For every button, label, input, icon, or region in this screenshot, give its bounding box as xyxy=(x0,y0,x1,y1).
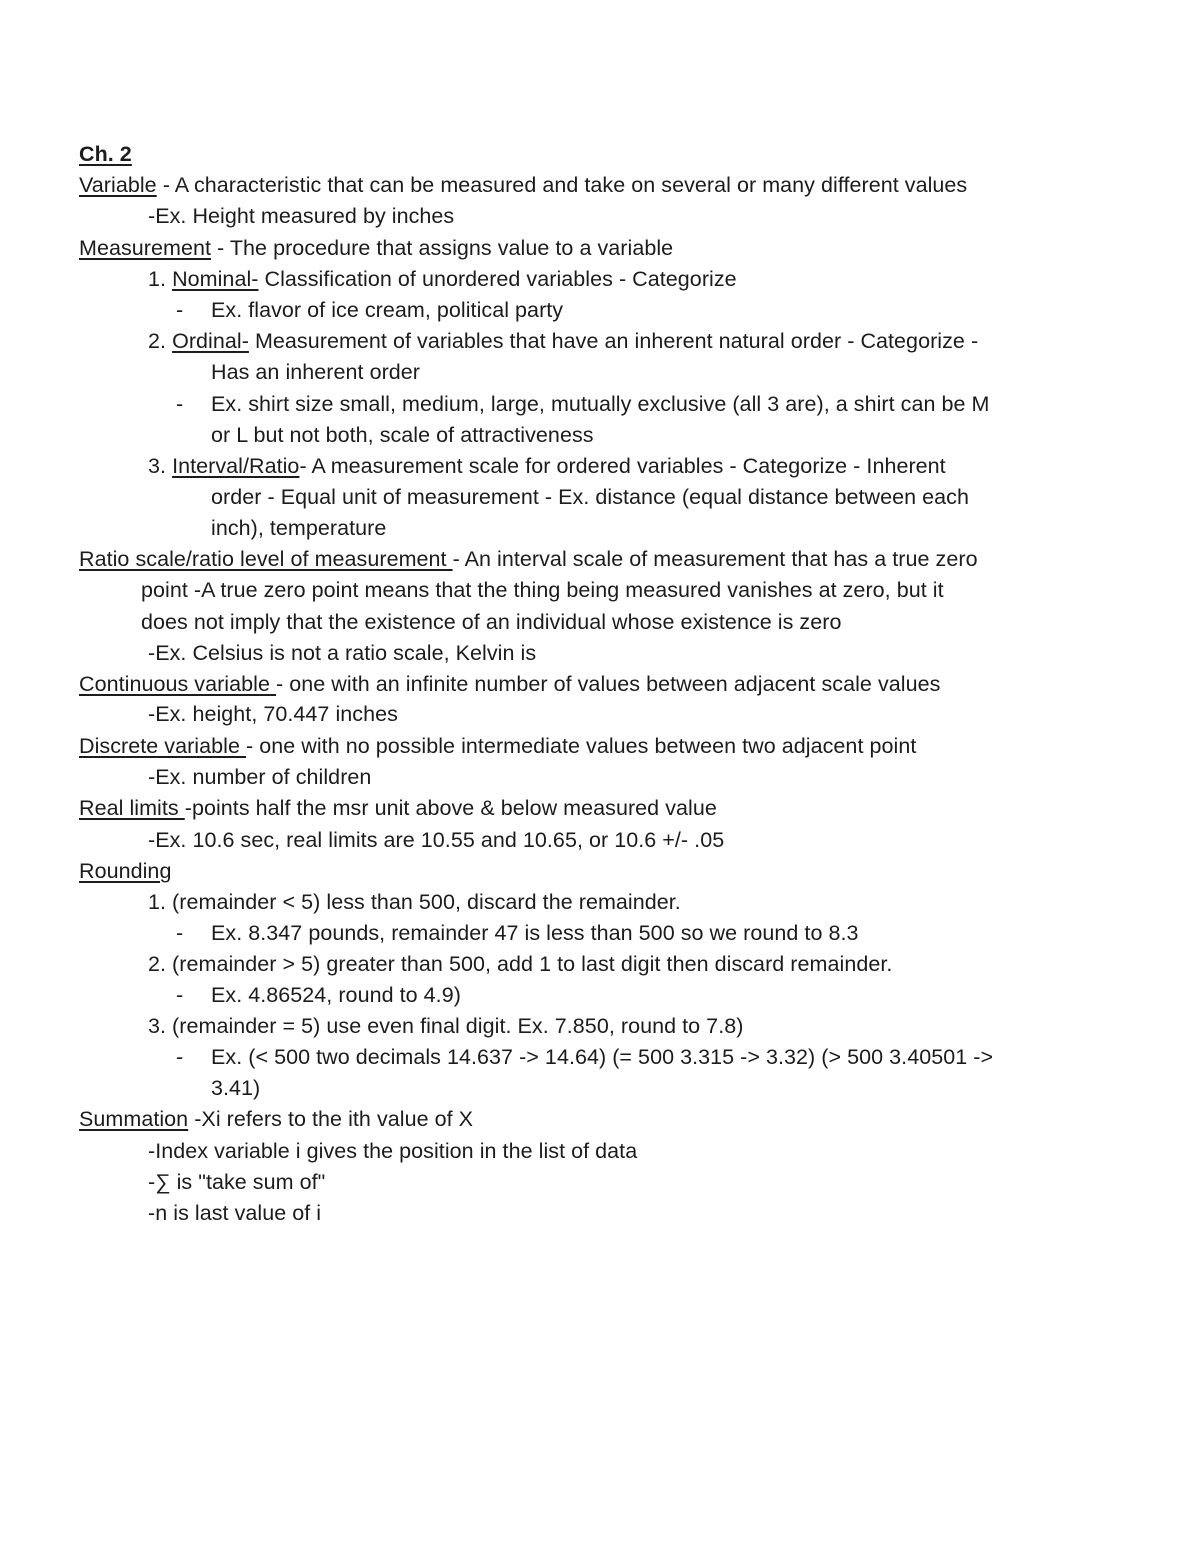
ratio-scale-term: Ratio scale/ratio level of measurement xyxy=(79,547,453,571)
interval-term: Interval/Ratio xyxy=(172,454,300,478)
interval-text: - A measurement scale for ordered variables - Categorize - Inherent xyxy=(299,454,946,478)
ordinal-item xyxy=(148,326,978,357)
nominal-bullet: - xyxy=(176,298,184,322)
nominal-example: Ex. flavor of ice cream, political party xyxy=(211,298,564,322)
rounding-rule-2-example: Ex. 4.86524, round to 4.9) xyxy=(211,983,461,1007)
real-limits-definition xyxy=(79,793,717,824)
rounding-rule-1: 1. (remainder < 5) less than 500, discard the remainder. xyxy=(148,890,681,914)
rounding-rule-2: 2. (remainder > 5) greater than 500, add 1 to last digit then discard remainder. xyxy=(148,952,893,976)
continuous-term: Continuous variable xyxy=(79,672,277,696)
ordinal-text: Measurement of variables that have an inherent natural order - Categorize - xyxy=(248,329,979,353)
continuous-text: - one with an infinite number of values between adjacent scale values xyxy=(276,672,941,696)
real-limits-example: -Ex. 10.6 sec, real limits are 10.55 and 10.65, or 10.6 +/- .05 xyxy=(148,828,725,852)
variable-text: - A characteristic that can be measured and take on several or many different values xyxy=(156,173,968,197)
interval-item xyxy=(148,451,946,482)
interval-text-continued-1: order - Equal unit of measurement - Ex. distance (equal distance between each xyxy=(211,485,969,509)
rounding-rule-1-bullet: - xyxy=(176,921,184,945)
ratio-scale-definition xyxy=(79,544,978,575)
rounding-term: Rounding xyxy=(79,859,172,883)
variable-term: Variable xyxy=(79,173,157,197)
variable-definition xyxy=(79,170,967,201)
discrete-text: - one with no possible intermediate values between two adjacent point xyxy=(246,734,917,758)
measurement-term: Measurement xyxy=(79,236,211,260)
measurement-definition xyxy=(79,233,673,264)
ratio-scale-continued-2: does not imply that the existence of an individual whose existence is zero xyxy=(141,610,842,634)
nominal-term: Nominal- xyxy=(172,267,259,291)
summation-definition xyxy=(79,1104,473,1135)
rounding-rule-3-bullet: - xyxy=(176,1045,184,1069)
summation-text: -Xi refers to the ith value of X xyxy=(188,1107,474,1131)
summation-term: Summation xyxy=(79,1107,189,1131)
ordinal-example: Ex. shirt size small, medium, large, mutually exclusive (all 3 are), a shirt can be M xyxy=(211,392,990,416)
rounding-rule-3-example: Ex. (< 500 two decimals 14.637 -> 14.64) (= 500 3.315 -> 3.32) (> 500 3.40501 -> xyxy=(211,1045,994,1069)
ordinal-term: Ordinal- xyxy=(172,329,249,353)
rounding-rule-3: 3. (remainder = 5) use even final digit. Ex. 7.850, round to 7.8) xyxy=(148,1014,744,1038)
summation-line-3: -n is last value of i xyxy=(148,1201,322,1225)
continuous-definition xyxy=(79,669,940,700)
discrete-example: -Ex. number of children xyxy=(148,765,372,789)
ordinal-text-continued: Has an inherent order xyxy=(211,360,421,384)
ordinal-number: 2. xyxy=(148,329,173,353)
interval-number: 3. xyxy=(148,454,173,478)
variable-example: -Ex. Height measured by inches xyxy=(148,204,455,228)
ratio-scale-continued-1: point -A true zero point means that the thing being measured vanishes at zero, but it xyxy=(141,578,944,602)
chapter-heading: Ch. 2 xyxy=(79,142,132,166)
summation-line-1: -Index variable i gives the position in the list of data xyxy=(148,1139,638,1163)
nominal-number: 1. xyxy=(148,267,173,291)
ordinal-example-continued: or L but not both, scale of attractiveness xyxy=(211,423,594,447)
rounding-heading xyxy=(79,856,171,887)
interval-text-continued-2: inch), temperature xyxy=(211,516,387,540)
nominal-item xyxy=(148,264,737,295)
discrete-term: Discrete variable xyxy=(79,734,246,758)
ratio-scale-example: -Ex. Celsius is not a ratio scale, Kelvin is xyxy=(148,641,537,665)
rounding-rule-2-bullet: - xyxy=(176,983,184,1007)
measurement-text: - The procedure that assigns value to a variable xyxy=(211,236,674,260)
ordinal-bullet: - xyxy=(176,392,184,416)
rounding-rule-3-example-continued: 3.41) xyxy=(211,1076,261,1100)
real-limits-term: Real limits xyxy=(79,796,185,820)
ratio-scale-text: - An interval scale of measurement that has a true zero xyxy=(452,547,978,571)
discrete-definition xyxy=(79,731,916,762)
continuous-example: -Ex. height, 70.447 inches xyxy=(148,702,398,726)
real-limits-text: -points half the msr unit above & below measured value xyxy=(184,796,717,820)
nominal-text: Classification of unordered variables - Categorize xyxy=(258,267,737,291)
page-title xyxy=(79,139,132,170)
summation-line-2: -∑ is "take sum of" xyxy=(148,1170,326,1194)
rounding-rule-1-example: Ex. 8.347 pounds, remainder 47 is less than 500 so we round to 8.3 xyxy=(211,921,859,945)
